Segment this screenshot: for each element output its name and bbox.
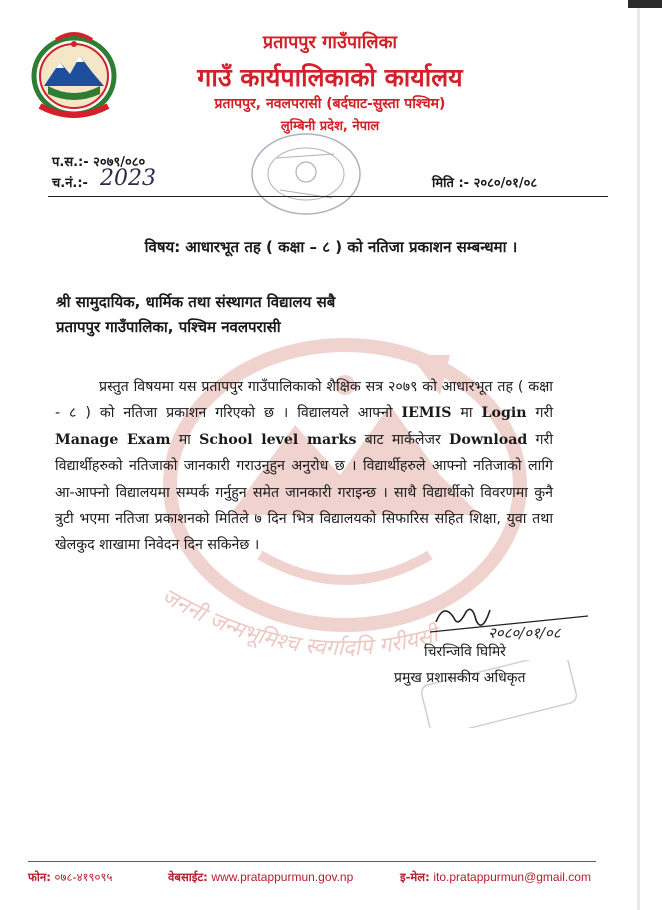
body-text-1: प्रस्तुत विषयमा यस प्रतापपुर गाउँपालिकाको शैक्षिक सत्र २०७९ को आधारभूत तह ( कक्षा - ८ ) को नतिजा प्रकाशन गरिएको छ । विद्यालयले आफ्नो — [55, 379, 553, 422]
svg-text:जननी जन्मभूमिश्च स्वर्गादपि गर — [157, 584, 445, 662]
phone-value: ०७८-४१९०९५ — [54, 870, 113, 884]
email-link[interactable]: ito.pratappurmun@gmail.com — [433, 870, 591, 884]
signature-date: २०८०/०१/०८ — [488, 624, 561, 642]
body-bold-login: Login — [481, 405, 527, 422]
letter-body — [55, 374, 553, 559]
body-text-4: मा — [170, 431, 200, 448]
phone-label: फोन: — [28, 870, 51, 884]
header-divider — [48, 196, 608, 197]
signatory-title: प्रमुख प्रशासकीय अधिकृत — [394, 670, 526, 686]
email-label: इ-मेल: — [400, 870, 430, 884]
scan-corner-mark — [628, 0, 662, 8]
body-bold-iemis: IEMIS — [401, 405, 452, 422]
signature-scrawl — [424, 594, 594, 644]
body-text-3: गरी — [526, 405, 553, 422]
nepal-emblem-icon — [26, 28, 122, 120]
signatory-name: चिरन्जिवि घिमिरे — [424, 644, 506, 660]
watermark-motto-text: जननी जन्मभूमिश्च स्वर्गादपि गरीयसी — [157, 583, 441, 662]
addressee-line-2: प्रतापपुर गाउँपालिका, पश्चिम नवलपरासी — [56, 318, 281, 336]
body-text-5: बाट मार्कलेजर — [356, 431, 450, 448]
footer-phone — [28, 870, 112, 885]
website-link[interactable]: www.pratappurmun.gov.np — [211, 870, 354, 884]
footer-website — [168, 870, 353, 885]
dispatch-number-handwritten: 2023 — [100, 166, 156, 191]
body-bold-manage-exam: Manage Exam — [55, 431, 171, 448]
reference-number: प.स.:- २०७९/०८० — [52, 155, 146, 170]
org-name: प्रतापपुर गाउँपालिका — [262, 32, 398, 53]
province-country: लुम्बिनी प्रदेश, नेपाल — [280, 119, 380, 134]
body-text-6: गरी विद्यार्थीहरुको नतिजाको जानकारी गराउनुहुन अनुरोध छ । विद्यार्थीहरुले आफ्नो नतिजाको लागि आ-आफ्नो विद्यालयमा सम्पर्क गर्नुहुन समेत जानकारी गराइन्छ । साथै विद्यार्थीको विवरणमा कुनै त्रुटी भएमा नतिजा प्रकाशनको मितिले ७ दिन भित्र विद्यालयको सिफारिस सहित शिक्षा, युवा तथा खेलकुद शाखामा निवेदन दिन सकिनेछ । — [55, 431, 553, 554]
scan-edge — [637, 0, 640, 910]
office-stamp — [246, 128, 366, 220]
letter-subject: विषय: आधारभूत तह ( कक्षा – ८ ) को नतिजा प्रकाशन सम्बन्धमा । — [144, 238, 518, 256]
body-bold-school-level-marks: School level marks — [199, 431, 357, 448]
body-bold-download: Download — [449, 431, 528, 448]
letter-date: मिति :- २०८०/०१/०८ — [432, 176, 538, 191]
office-address: प्रतापपुर, नवलपरासी (बर्दघाट-सुस्ता पश्चिम) — [214, 96, 446, 112]
addressee-line-1: श्री सामुदायिक, धार्मिक तथा संस्थागत विद्यालय सबै — [56, 293, 336, 311]
dispatch-number-label: च.नं.:- — [52, 176, 88, 191]
footer-divider — [28, 861, 596, 862]
footer-email — [400, 870, 591, 885]
office-name: गाउँ कार्यपालिकाको कार्यालय — [197, 63, 463, 92]
body-text-2: मा — [451, 405, 482, 422]
website-label: वेबसाईट: — [168, 870, 208, 884]
